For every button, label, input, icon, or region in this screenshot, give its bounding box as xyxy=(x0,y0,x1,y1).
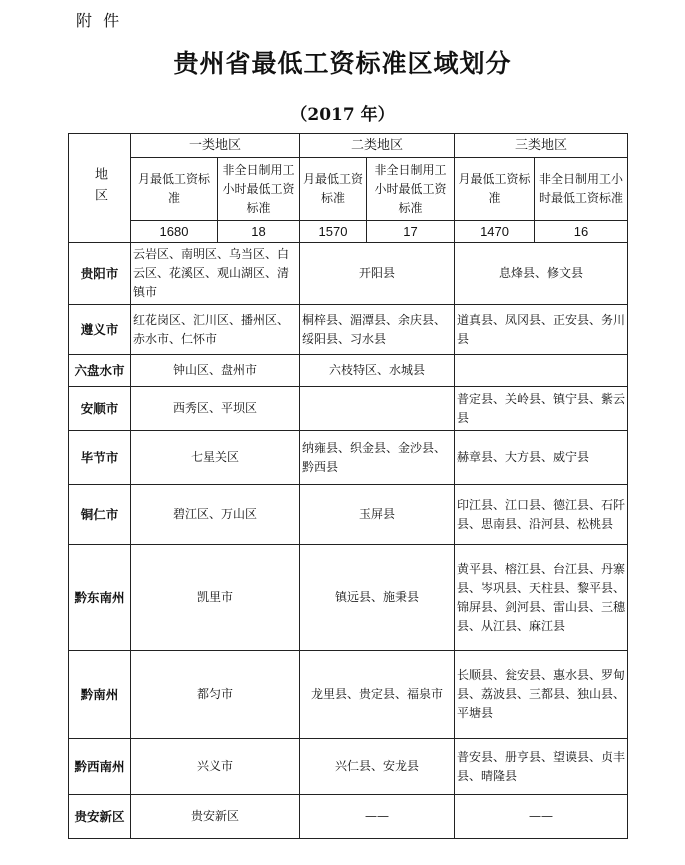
class-1-areas: 钟山区、盘州市 xyxy=(131,355,300,387)
table-row xyxy=(69,485,628,545)
class-2-monthly-value: 1570 xyxy=(300,221,367,243)
class-2-areas: 玉屏县 xyxy=(300,485,455,545)
class-1-areas: 红花岗区、汇川区、播州区、赤水市、仁怀市 xyxy=(131,305,300,355)
class-2-areas: 六枝特区、水城县 xyxy=(300,355,455,387)
class-1-areas: 碧江区、万山区 xyxy=(131,485,300,545)
monthly-wage-header: 月最低工资标准 xyxy=(131,158,218,221)
table-row xyxy=(69,243,628,305)
region-name: 贵阳市 xyxy=(69,243,131,305)
class-3-areas: 赫章县、大方县、威宁县 xyxy=(455,431,628,485)
table-row xyxy=(69,739,628,795)
region-name: 安顺市 xyxy=(69,387,131,431)
region-name: 六盘水市 xyxy=(69,355,131,387)
hourly-wage-header: 非全日制用工小时最低工资标准 xyxy=(535,158,628,221)
table-row xyxy=(69,305,628,355)
class-1-areas: 兴义市 xyxy=(131,739,300,795)
region-name: 黔南州 xyxy=(69,651,131,739)
table-row xyxy=(69,431,628,485)
class-3-areas xyxy=(455,355,628,387)
class-3-areas: 普安县、册亨县、望谟县、贞丰县、晴隆县 xyxy=(455,739,628,795)
table-row xyxy=(69,387,628,431)
class-1-areas: 西秀区、平坝区 xyxy=(131,387,300,431)
wage-region-table xyxy=(68,133,628,839)
class-1-areas: 都匀市 xyxy=(131,651,300,739)
monthly-wage-header: 月最低工资标准 xyxy=(455,158,535,221)
class-1-areas: 贵安新区 xyxy=(131,795,300,839)
monthly-wage-header: 月最低工资标准 xyxy=(300,158,367,221)
class-2-areas: —— xyxy=(300,795,455,839)
region-name: 毕节市 xyxy=(69,431,131,485)
class-1-areas: 云岩区、南明区、乌当区、白云区、花溪区、观山湖区、清镇市 xyxy=(131,243,300,305)
class-1-hourly-value: 18 xyxy=(218,221,300,243)
class-2-hourly-value: 17 xyxy=(367,221,455,243)
class-2-areas: 龙里县、贵定县、福泉市 xyxy=(300,651,455,739)
hourly-wage-header: 非全日制用工小时最低工资标准 xyxy=(218,158,300,221)
table-row xyxy=(69,795,628,839)
class-3-areas: 长顺县、瓮安县、惠水县、罗甸县、荔波县、三都县、独山县、平塘县 xyxy=(455,651,628,739)
table-row xyxy=(69,545,628,651)
class-2-areas xyxy=(300,387,455,431)
class-3-areas: 息烽县、修文县 xyxy=(455,243,628,305)
class-3-monthly-value: 1470 xyxy=(455,221,535,243)
table-row xyxy=(69,355,628,387)
class-2-areas: 镇远县、施秉县 xyxy=(300,545,455,651)
region-name: 黔东南州 xyxy=(69,545,131,651)
region-name: 遵义市 xyxy=(69,305,131,355)
class-3-areas: 印江县、江口县、德江县、石阡县、思南县、沿河县、松桃县 xyxy=(455,485,628,545)
class-2-header: 二类地区 xyxy=(300,134,455,158)
region-column-header: 地区 xyxy=(69,134,131,243)
class-3-areas: 黄平县、榕江县、台江县、丹寨县、岑巩县、天柱县、黎平县、锦屏县、剑河县、雷山县、三穗县、从江县、麻江县 xyxy=(455,545,628,651)
attachment-label: 附 件 xyxy=(76,11,123,30)
page-title: 贵州省最低工资标准区域划分 xyxy=(173,49,512,78)
class-3-header: 三类地区 xyxy=(455,134,628,158)
class-3-hourly-value: 16 xyxy=(535,221,628,243)
class-2-areas: 开阳县 xyxy=(300,243,455,305)
region-name: 黔西南州 xyxy=(69,739,131,795)
region-name: 铜仁市 xyxy=(69,485,131,545)
class-2-areas: 纳雍县、织金县、金沙县、黔西县 xyxy=(300,431,455,485)
hourly-wage-header: 非全日制用工小时最低工资标准 xyxy=(367,158,455,221)
class-2-areas: 兴仁县、安龙县 xyxy=(300,739,455,795)
class-1-monthly-value: 1680 xyxy=(131,221,218,243)
year-subtitle: （2017 年） xyxy=(290,105,395,125)
region-name: 贵安新区 xyxy=(69,795,131,839)
class-3-areas: —— xyxy=(455,795,628,839)
table-row xyxy=(69,651,628,739)
class-3-areas: 普定县、关岭县、镇宁县、紫云县 xyxy=(455,387,628,431)
class-3-areas: 道真县、凤冈县、正安县、务川县 xyxy=(455,305,628,355)
class-1-header: 一类地区 xyxy=(131,134,300,158)
class-1-areas: 凯里市 xyxy=(131,545,300,651)
class-2-areas: 桐梓县、湄潭县、余庆县、绥阳县、习水县 xyxy=(300,305,455,355)
class-1-areas: 七星关区 xyxy=(131,431,300,485)
